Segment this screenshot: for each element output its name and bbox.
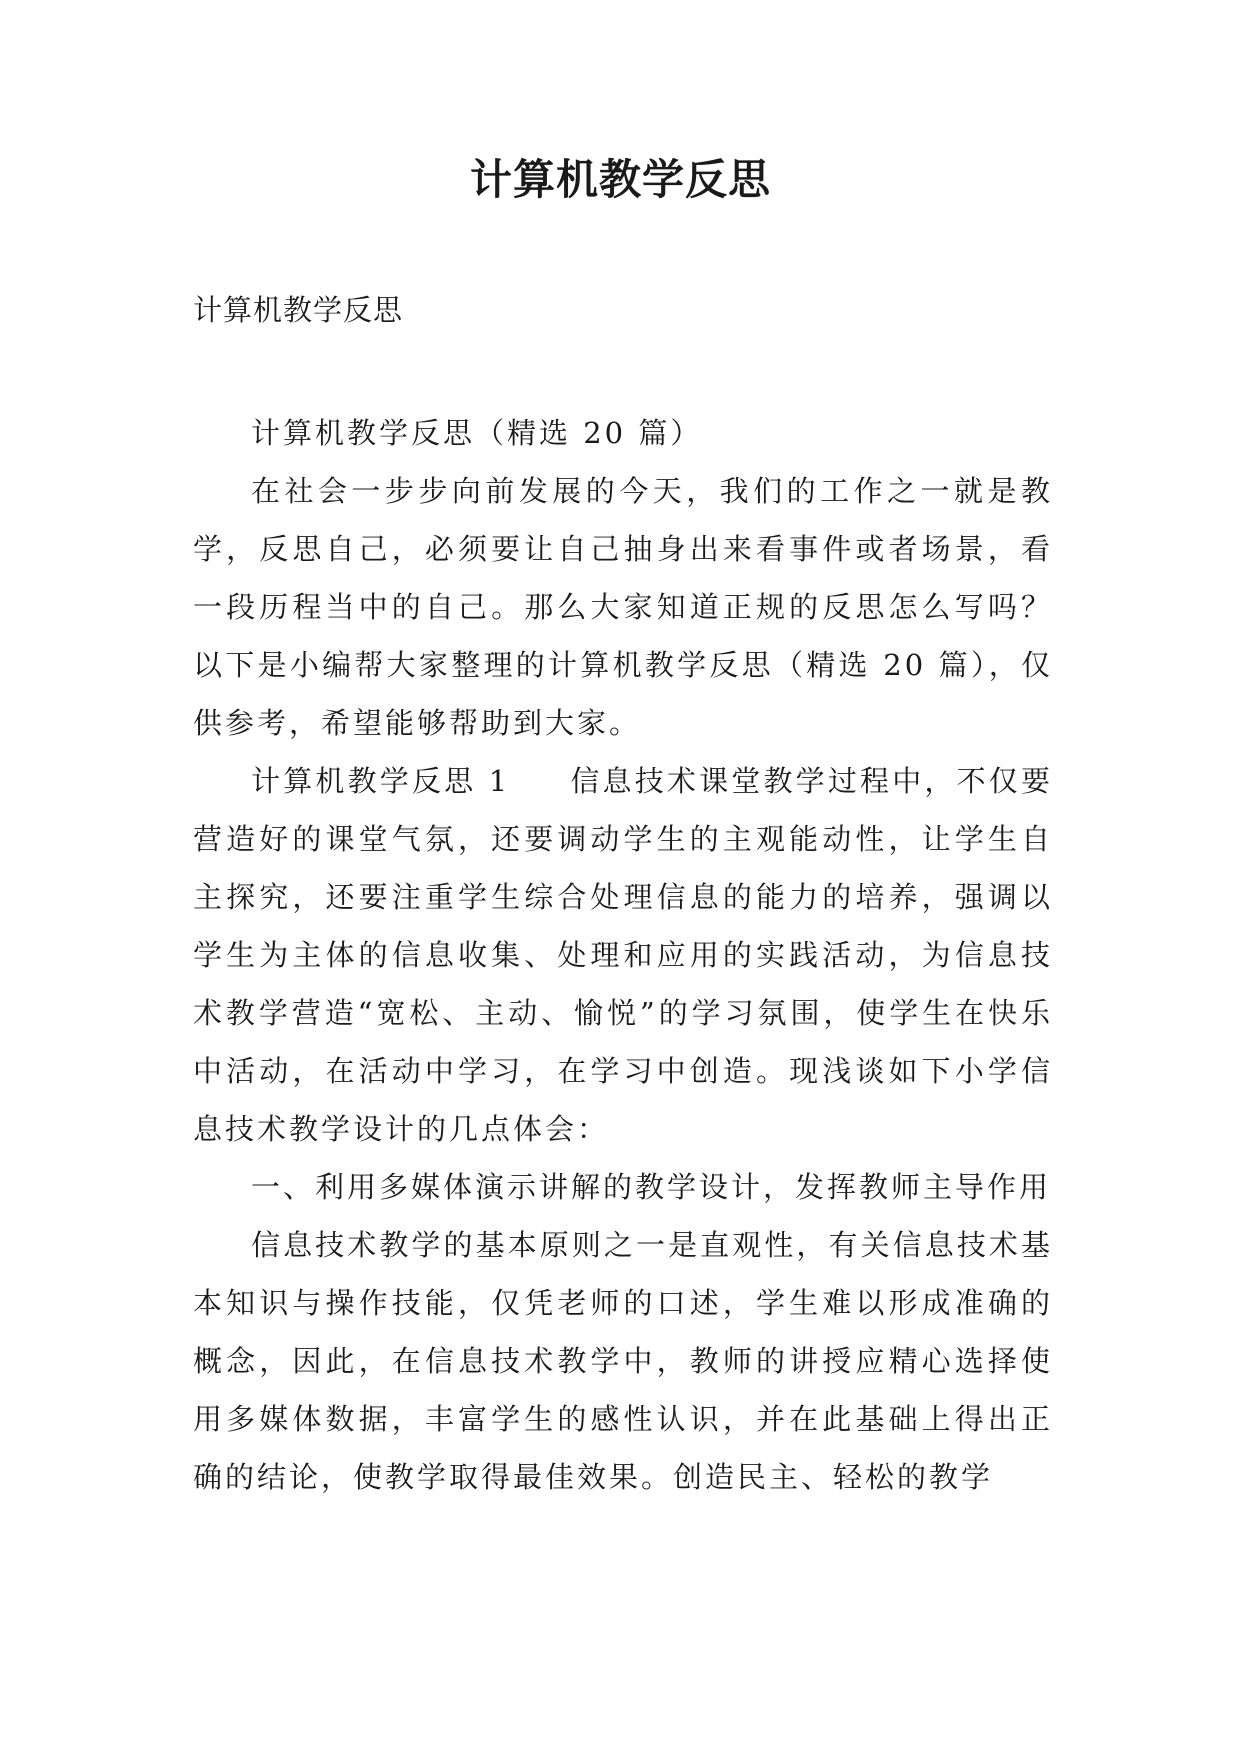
paragraph-point-1-text: 信息技术教学的基本原则之一是直观性，有关信息技术基本知识与操作技能，仅凭老师的口述，学生难以形成准确的概念，因此，在信息技术教学中，教师的讲授应精心选择使用多媒体数据，丰富学生的感性认识，并在此基础上得出正确的结论，使教学取得最佳效果。创造民主、轻松的教学: [193, 1228, 1053, 1494]
paragraph-section-1: [193, 752, 1053, 1158]
section-1-text: 信息技术课堂教学过程中，不仅要营造好的课堂气氛，还要调动学生的主观能动性，让学生自主探究，还要注重学生综合处理信息的能力的培养，强调以学生为主体的信息收集、处理和应用的实践活动，为信息技术教学营造“宽松、主动、愉悦”的学习氛围，使学生在快乐中活动，在活动中学习，在学习中创造。现浅谈如下小学信息技术教学设计的几点体会：: [193, 764, 1053, 1146]
document-title: 计算机教学反思: [469, 155, 771, 204]
document-body: [193, 404, 1053, 1506]
document-subheading: 计算机教学反思: [193, 293, 404, 327]
paragraph-intro: 在社会一步步向前发展的今天，我们的工作之一就是教学，反思自己，必须要让自己抽身出来看事件或者场景，看一段历程当中的自己。那么大家知道正规的反思怎么写吗？以下是小编帮大家整理的计算机教学反思（精选 20 篇），仅供参考，希望能够帮助到大家。: [193, 474, 1053, 740]
paragraph-point-1-heading: 一、利用多媒体演示讲解的教学设计，发挥教师主导作用: [251, 1170, 1052, 1204]
paragraph-collection-title: 计算机教学反思（精选 20 篇）: [251, 416, 703, 450]
section-1-heading: 计算机教学反思 1: [251, 764, 511, 798]
